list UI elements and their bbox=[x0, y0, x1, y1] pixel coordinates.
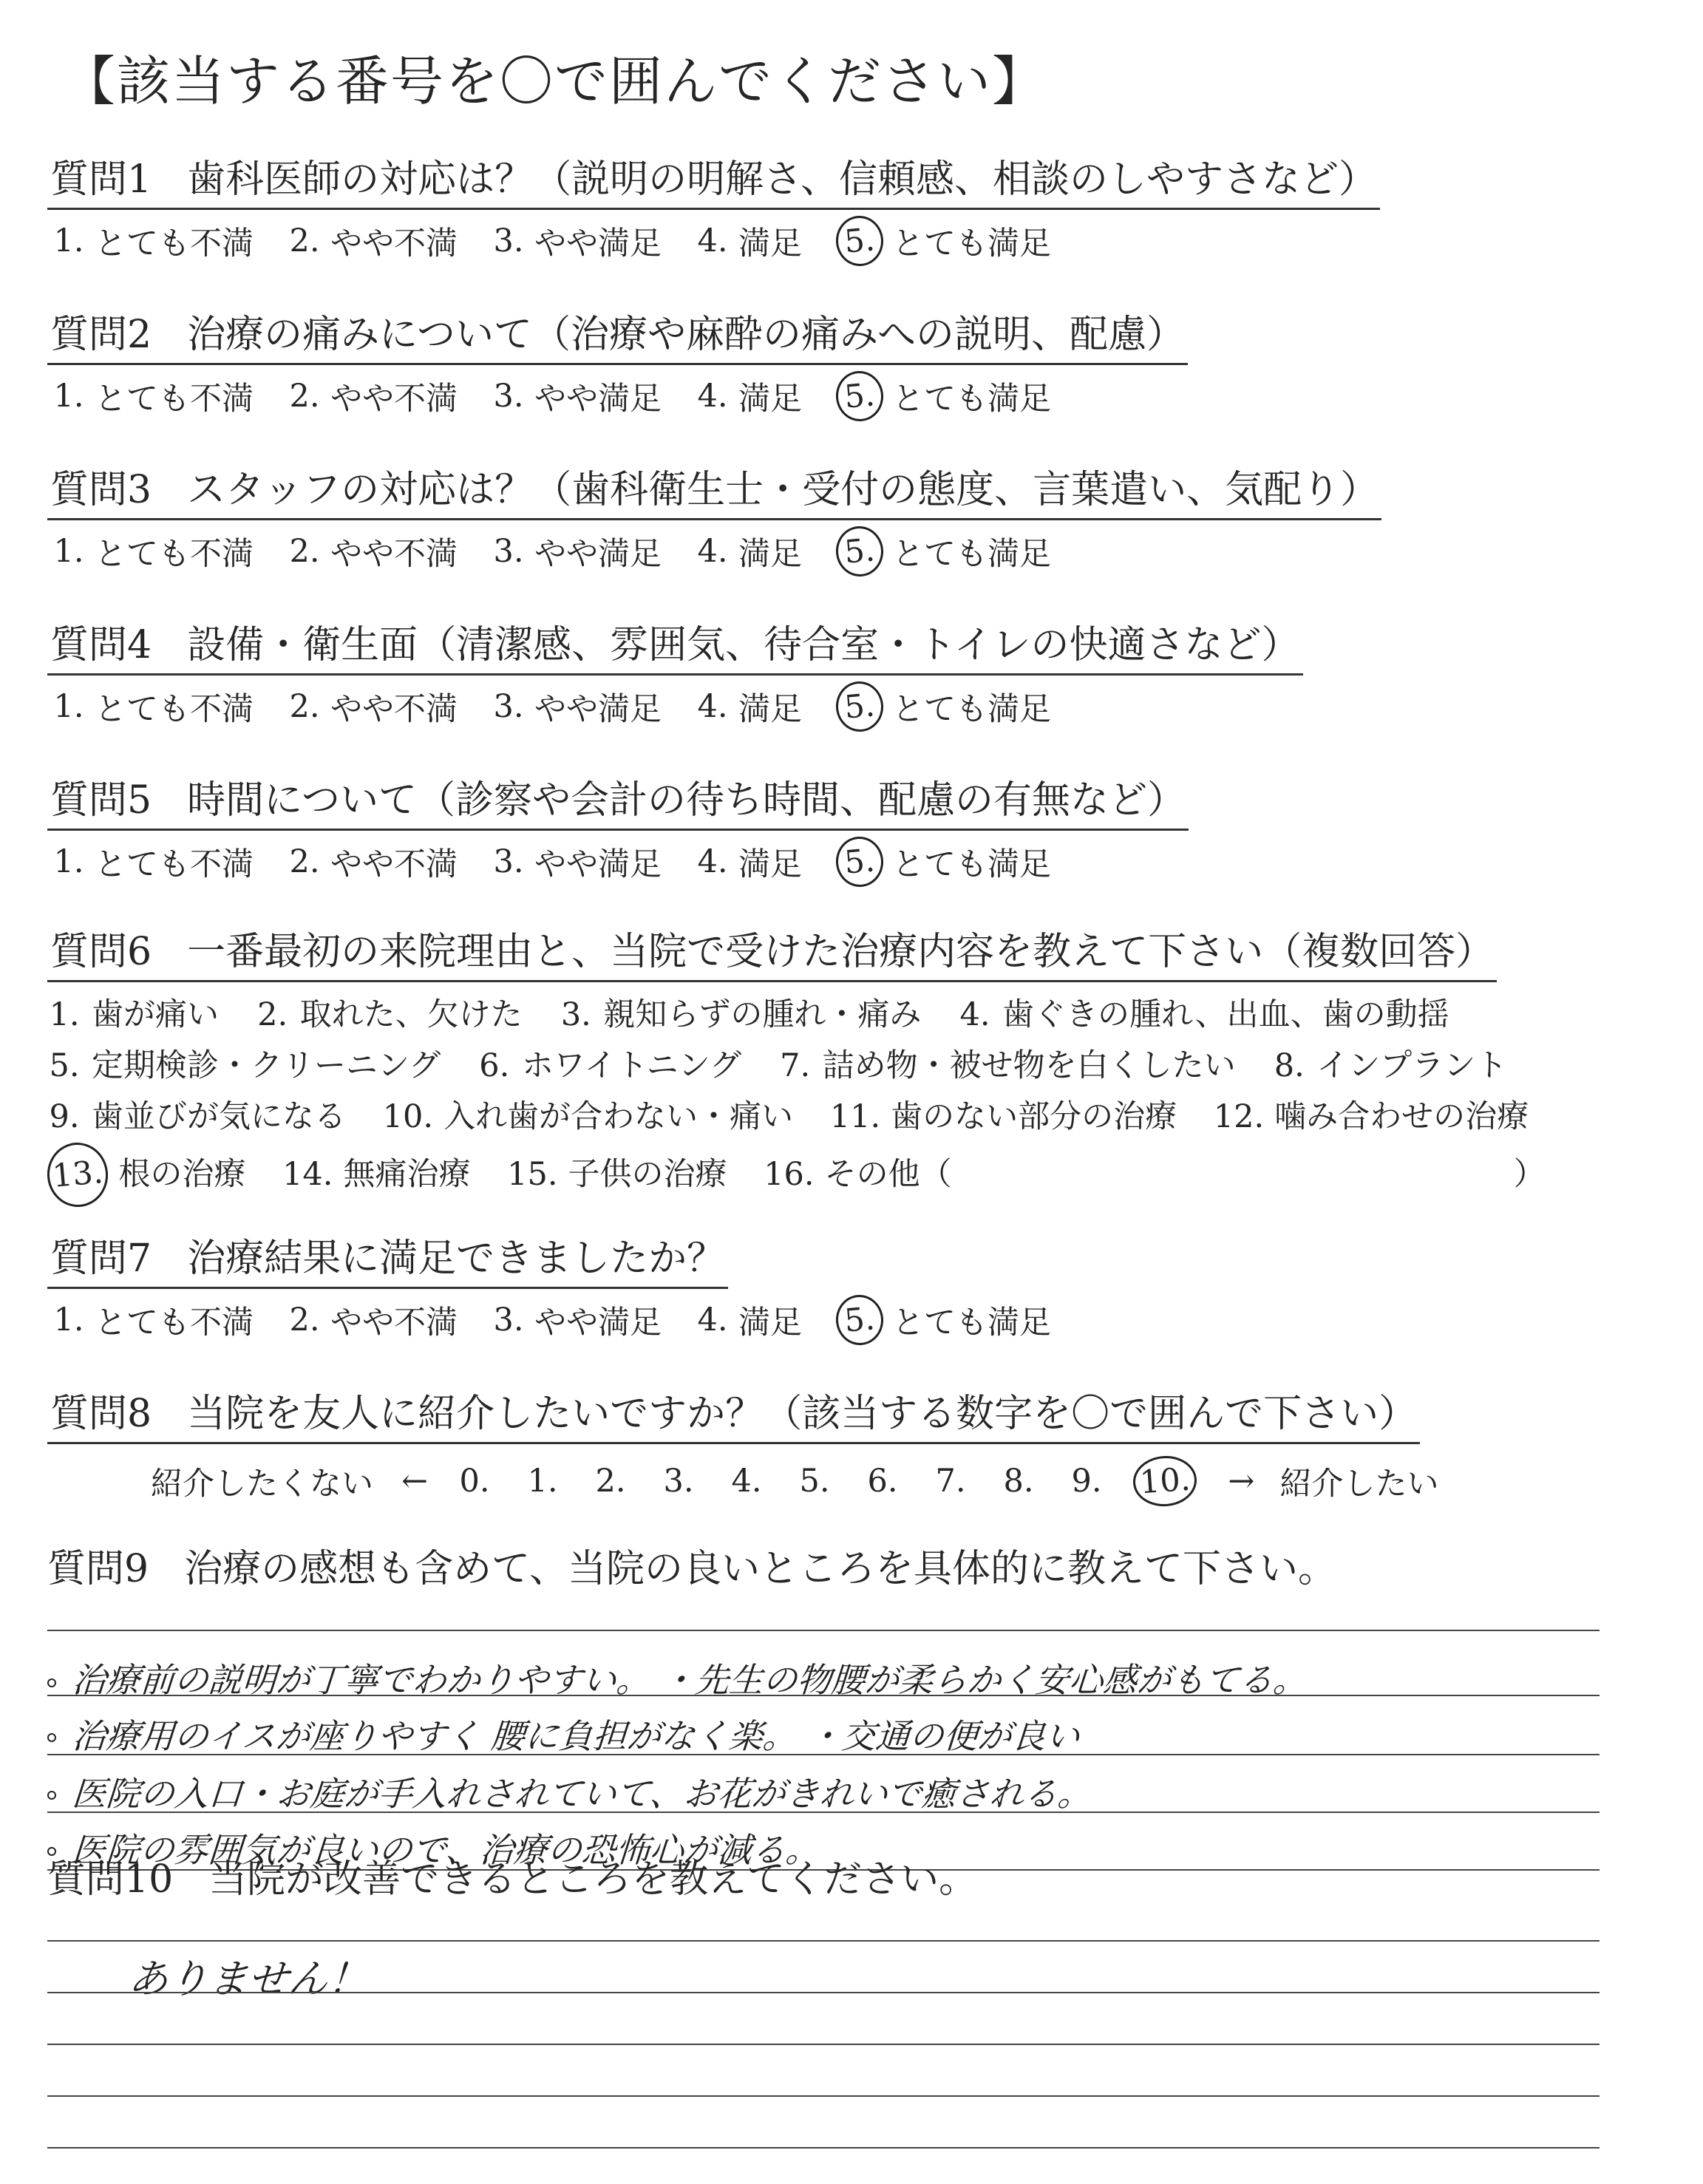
question-1-title bbox=[47, 148, 1380, 210]
other-paren-close: ） bbox=[1513, 1156, 1546, 1193]
handwritten-answer: ありません！ bbox=[126, 1956, 370, 2002]
handwritten-answer: 治療前の説明が丁寧でわかりやすい。 ・先生の物腰が柔らかく安心感がもてる。 bbox=[70, 1660, 1309, 1700]
ruled-line bbox=[47, 2044, 1600, 2045]
reason-option-2[interactable]: 2. 取れた、欠けた bbox=[257, 996, 523, 1033]
question-5 bbox=[47, 769, 1659, 887]
satisfaction-options bbox=[47, 681, 1659, 732]
selected-circle: 5. bbox=[834, 369, 886, 423]
question-2 bbox=[47, 303, 1659, 421]
question-number: 質問9 bbox=[47, 1547, 149, 1591]
question-4 bbox=[47, 613, 1659, 732]
option-4[interactable]: 4. 満足 bbox=[697, 533, 802, 573]
selected-circle: 5. bbox=[834, 524, 886, 578]
question-text: 時間について（診察や会計の待ち時間、配慮の有無など） bbox=[187, 778, 1186, 823]
reason-option-8[interactable]: 8. インプラント bbox=[1274, 1047, 1508, 1084]
question-6-title bbox=[47, 920, 1497, 982]
question-text: 当院が改善できるところを教えてください。 bbox=[208, 1857, 978, 1902]
selected-circle: 5. bbox=[834, 1293, 886, 1347]
options-row bbox=[47, 1092, 1659, 1143]
option-3[interactable]: 3. やや満足 bbox=[493, 843, 662, 883]
question-text: 当院を友人に紹介したいですか？（該当する数字を〇で囲んで下さい） bbox=[187, 1392, 1418, 1436]
reason-option-1[interactable]: 1. 歯が痛い bbox=[49, 996, 219, 1033]
option-2[interactable]: 2. やや不満 bbox=[289, 843, 458, 883]
satisfaction-options bbox=[47, 526, 1659, 576]
question-number: 質問8 bbox=[50, 1392, 152, 1436]
question-text: 設備・衛生面（清潔感、雰囲気、待合室・トイレの快適さなど） bbox=[187, 623, 1300, 667]
option-4[interactable]: 4. 満足 bbox=[697, 378, 802, 418]
reason-option-11[interactable]: 11. 歯のない部分の治療 bbox=[829, 1098, 1177, 1135]
option-1[interactable]: 1. とても不満 bbox=[53, 533, 254, 573]
reason-option-16-other[interactable]: 16. その他（ ） bbox=[764, 1149, 1545, 1200]
option-2[interactable]: 2. やや不満 bbox=[289, 533, 458, 573]
ruled-line bbox=[47, 1992, 1600, 1993]
question-text: スタッフの対応は？（歯科衛生士・受付の態度、言葉遣い、気配り） bbox=[187, 468, 1379, 512]
reason-options bbox=[47, 990, 1659, 1207]
option-3[interactable]: 3. やや満足 bbox=[493, 688, 662, 728]
question-text: 治療結果に満足できましたか？ bbox=[187, 1236, 726, 1281]
question-6 bbox=[47, 920, 1659, 1207]
option-3[interactable]: 3. やや満足 bbox=[493, 378, 662, 418]
question-number: 質問1 bbox=[50, 157, 152, 202]
options-row bbox=[47, 1041, 1659, 1092]
reason-option-13-selected[interactable]: 13. 根の治療 bbox=[47, 1143, 245, 1207]
option-1[interactable]: 1. とても不満 bbox=[53, 688, 254, 728]
scale-tick[interactable]: 9. bbox=[1071, 1463, 1102, 1500]
question-number: 質問4 bbox=[50, 623, 152, 667]
instruction-header: 【該当する番号を〇で囲んでください】 bbox=[62, 50, 1047, 112]
options-row bbox=[47, 990, 1659, 1041]
selected-circle: 13. bbox=[44, 1140, 111, 1210]
option-1[interactable]: 1. とても不満 bbox=[53, 222, 254, 262]
scale-left-label: 紹介したくない bbox=[151, 1465, 373, 1503]
scale-tick[interactable]: 2. bbox=[595, 1463, 626, 1500]
recommend-scale bbox=[47, 1456, 1659, 1506]
question-2-title bbox=[47, 303, 1188, 365]
question-10-title bbox=[47, 1848, 1659, 1903]
option-2[interactable]: 2. やや不満 bbox=[289, 1302, 458, 1341]
question-8-title bbox=[47, 1382, 1420, 1444]
option-5-selected[interactable]: 5. とても満足 bbox=[836, 837, 1051, 887]
scale-tick[interactable]: 7. bbox=[935, 1463, 966, 1500]
option-4[interactable]: 4. 満足 bbox=[697, 1302, 802, 1341]
scale-tick[interactable]: 4. bbox=[731, 1463, 762, 1500]
bullet-icon bbox=[47, 1733, 56, 1742]
option-5-selected[interactable]: 5. とても満足 bbox=[836, 371, 1051, 421]
bullet-icon bbox=[47, 1678, 56, 1687]
reason-option-10[interactable]: 10. 入れ歯が合わない・痛い bbox=[382, 1098, 794, 1135]
scale-tick-selected[interactable]: 10. bbox=[1132, 1454, 1199, 1508]
satisfaction-options bbox=[47, 371, 1659, 421]
option-5-selected[interactable]: 5. とても満足 bbox=[836, 681, 1051, 732]
option-3[interactable]: 3. やや満足 bbox=[493, 222, 662, 262]
handwritten-answer: 治療用のイスが座りやすく 腰に負担がなく楽。 ・交通の便が良い bbox=[70, 1716, 1081, 1756]
right-arrow-icon: → bbox=[1228, 1463, 1255, 1500]
scale-tick[interactable]: 3. bbox=[663, 1463, 694, 1500]
option-4[interactable]: 4. 満足 bbox=[697, 222, 802, 262]
question-9-title bbox=[47, 1537, 1659, 1593]
left-arrow-icon: ← bbox=[401, 1463, 429, 1500]
reason-option-6[interactable]: 6. ホワイトニング bbox=[479, 1047, 741, 1084]
question-3-title bbox=[47, 458, 1381, 520]
reason-option-3[interactable]: 3. 親知らずの腫れ・痛み bbox=[560, 996, 922, 1033]
ruled-line bbox=[47, 1940, 1600, 1942]
reason-option-7[interactable]: 7. 詰め物・被せ物を白くしたい bbox=[780, 1047, 1236, 1084]
option-1[interactable]: 1. とても不満 bbox=[53, 1302, 254, 1341]
question-number: 質問7 bbox=[50, 1236, 152, 1281]
ruled-line bbox=[47, 2147, 1600, 2149]
scale-tick[interactable]: 5. bbox=[799, 1463, 830, 1500]
question-4-title bbox=[47, 613, 1303, 676]
reason-option-15[interactable]: 15. 子供の治療 bbox=[507, 1156, 727, 1193]
reason-option-12[interactable]: 12. 噛み合わせの治療 bbox=[1213, 1098, 1529, 1135]
option-3[interactable]: 3. やや満足 bbox=[493, 533, 662, 573]
option-1[interactable]: 1. とても不満 bbox=[53, 843, 254, 883]
ruled-line bbox=[47, 1695, 1600, 1696]
selected-circle: 5. bbox=[834, 834, 886, 888]
satisfaction-options bbox=[47, 216, 1659, 266]
question-7-title bbox=[47, 1227, 728, 1289]
question-10 bbox=[47, 1848, 1659, 2184]
option-2[interactable]: 2. やや不満 bbox=[289, 222, 458, 262]
question-3 bbox=[47, 458, 1659, 576]
satisfaction-options bbox=[47, 1295, 1659, 1345]
option-5-selected[interactable]: 5. とても満足 bbox=[836, 526, 1051, 576]
handwritten-answer: 医院の入口・お庭が手入れされていて、お花がきれいで癒される。 bbox=[70, 1774, 1093, 1814]
option-5-selected[interactable]: 5. とても満足 bbox=[836, 1295, 1051, 1345]
question-number: 質問10 bbox=[47, 1857, 174, 1902]
scale-tick[interactable]: 1. bbox=[527, 1463, 558, 1500]
question-text: 歯科医師の対応は？（説明の明解さ、信頼感、相談のしやすさなど） bbox=[187, 157, 1378, 202]
answer-lines bbox=[47, 1918, 1600, 2184]
ruled-line bbox=[47, 1754, 1600, 1755]
question-8 bbox=[47, 1382, 1659, 1506]
option-5-selected[interactable]: 5. とても満足 bbox=[836, 216, 1051, 266]
ruled-line bbox=[47, 1630, 1600, 1631]
scale-tick[interactable]: 8. bbox=[1003, 1463, 1034, 1500]
bullet-icon bbox=[47, 1791, 56, 1800]
reason-option-4[interactable]: 4. 歯ぐきの腫れ、出血、歯の動揺 bbox=[959, 996, 1449, 1033]
question-number: 質問6 bbox=[50, 930, 152, 974]
handwritten-answer: 医院の雰囲気が良いので、治療の恐怖心が減る。 bbox=[70, 1830, 821, 1870]
question-number: 質問2 bbox=[50, 313, 152, 357]
option-4[interactable]: 4. 満足 bbox=[697, 843, 802, 883]
satisfaction-options bbox=[47, 837, 1659, 887]
question-number: 質問5 bbox=[50, 778, 152, 823]
question-text: 治療の感想も含めて、当院の良いところを具体的に教えて下さい。 bbox=[184, 1547, 1337, 1591]
question-number: 質問3 bbox=[50, 468, 152, 512]
question-7 bbox=[47, 1227, 1659, 1345]
selected-circle: 5. bbox=[834, 679, 886, 733]
scale-right-label: 紹介したい bbox=[1279, 1465, 1439, 1503]
option-3[interactable]: 3. やや満足 bbox=[493, 1302, 662, 1341]
options-row bbox=[47, 1143, 1659, 1207]
scale-tick[interactable]: 0. bbox=[459, 1463, 490, 1500]
ruled-line bbox=[47, 2095, 1600, 2097]
reason-option-14[interactable]: 14. 無痛治療 bbox=[282, 1156, 471, 1193]
option-2[interactable]: 2. やや不満 bbox=[289, 688, 458, 728]
reason-option-9[interactable]: 9. 歯並びが気になる bbox=[49, 1098, 346, 1135]
question-text: 一番最初の来院理由と、当院で受けた治療内容を教えて下さい（複数回答） bbox=[187, 930, 1495, 974]
option-1[interactable]: 1. とても不満 bbox=[53, 378, 254, 418]
option-4[interactable]: 4. 満足 bbox=[697, 688, 802, 728]
question-1 bbox=[47, 148, 1659, 266]
scale-tick[interactable]: 6. bbox=[867, 1463, 898, 1500]
option-2[interactable]: 2. やや不満 bbox=[289, 378, 458, 418]
reason-option-5[interactable]: 5. 定期検診・クリーニング bbox=[49, 1047, 441, 1084]
selected-circle: 5. bbox=[834, 214, 886, 268]
question-text: 治療の痛みについて（治療や麻酔の痛みへの説明、配慮） bbox=[187, 313, 1186, 357]
ruled-line bbox=[47, 1812, 1600, 1813]
question-5-title bbox=[47, 769, 1189, 831]
